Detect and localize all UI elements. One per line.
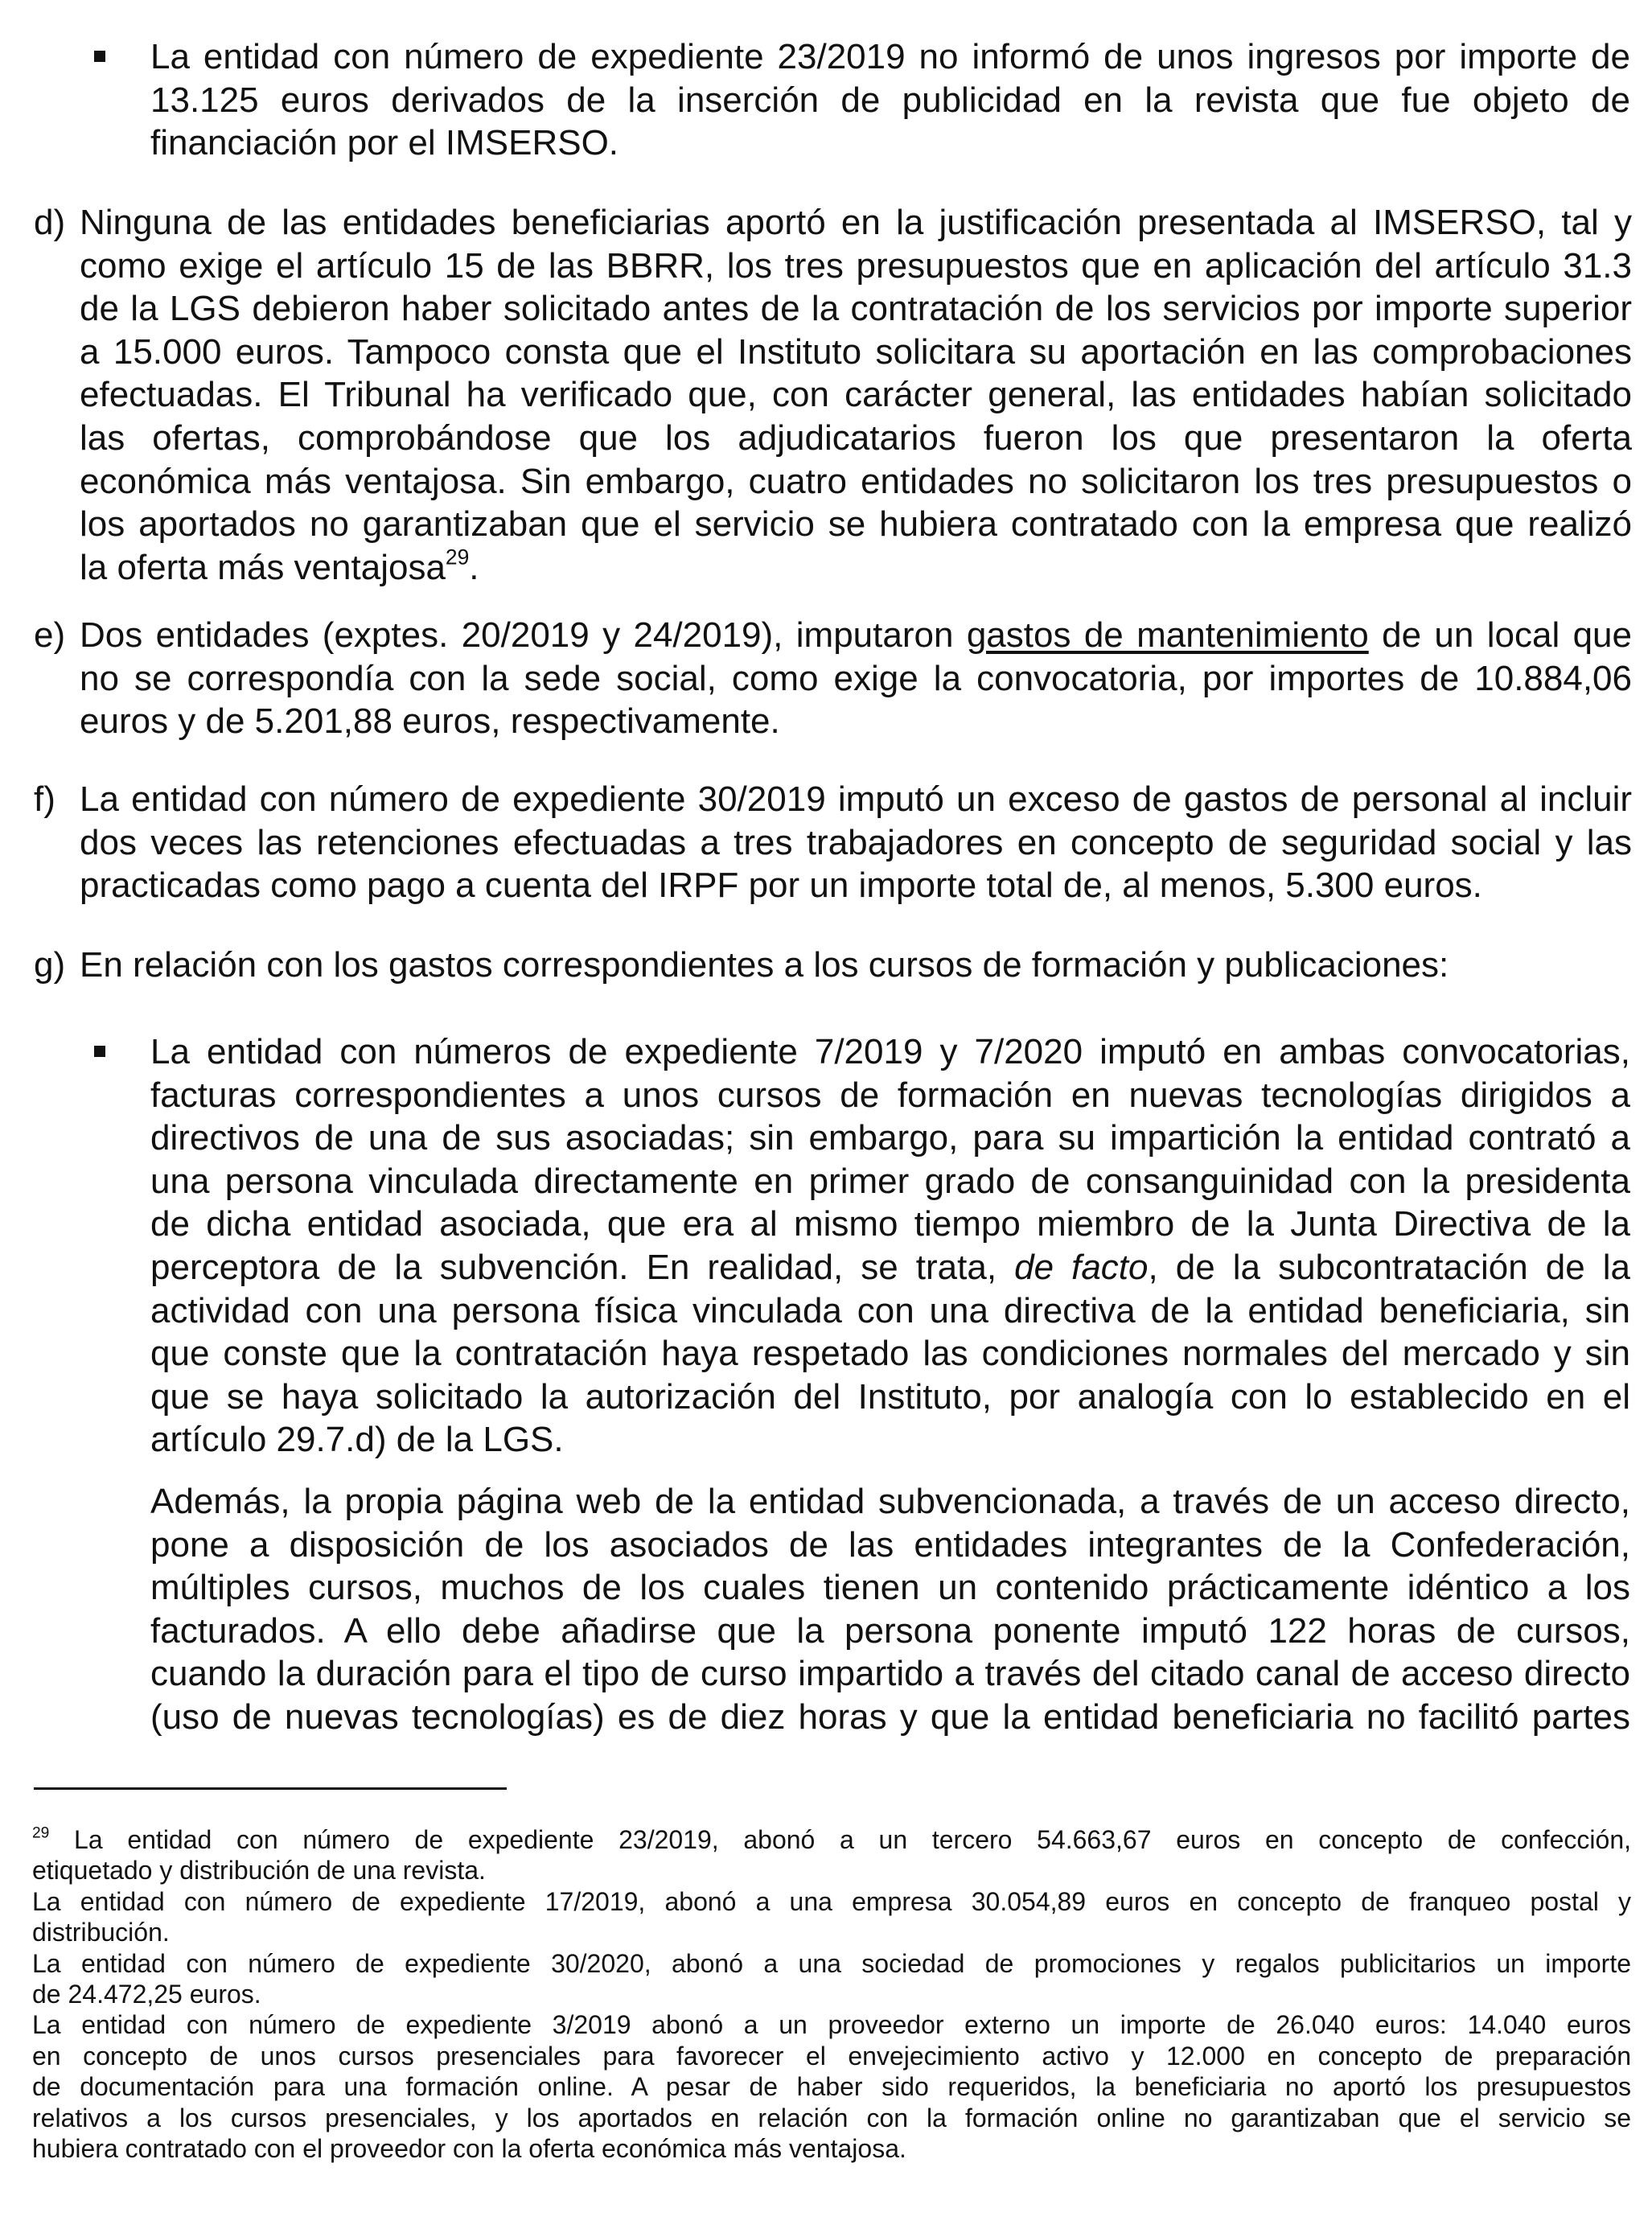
bullet-item-training-courses — [150, 1030, 1630, 1462]
list-marker-e: e) — [34, 615, 66, 655]
text-line: 13.125 euros derivados de la inserción de publicidad en la revista que fue objeto de — [150, 80, 1630, 120]
text-line: a 15.000 euros. Tampoco consta que el Instituto solicitara su aportación en las comprobaciones — [80, 331, 1632, 372]
text-line: como exige el artículo 15 de las BBRR, los tres presupuestos que en aplicación del artículo 31.3 — [80, 245, 1632, 286]
paragraph-web-courses — [150, 1480, 1630, 1739]
text-line: Además, la propia página web de la entidad subvencionada, a través de un acceso directo, — [150, 1482, 1630, 1521]
text-line: financiación por el IMSERSO. — [150, 123, 619, 163]
text-line: La entidad con número de expediente 17/2019, abonó a una empresa 30.054,89 euros en concepto de franqueo postal y — [32, 1886, 1631, 1916]
text-line: los aportados no garantizaban que el servicio se hubiera contratado con la empresa que realizó — [80, 504, 1632, 545]
text-line: En relación con los gastos correspondientes a los cursos de formación y publicaciones: — [80, 945, 1449, 985]
text-line: relativos a los cursos presenciales, y los aportados en relación con la formación online no garantizaban que el servicio se — [32, 2103, 1631, 2132]
text-line: una persona vinculada directamente en primer grado de consanguinidad con la presidenta — [150, 1161, 1630, 1201]
list-item-g — [80, 944, 1632, 987]
text-line — [32, 1824, 1631, 1855]
text-fragment: Dos entidades (exptes. 20/2019 y 24/2019), imputaron — [80, 615, 967, 655]
text-fragment: La entidad con número de expediente 23/2019, abonó a un tercero 54.663,67 euros en concepto de confección, — [49, 1825, 1631, 1854]
footnote-number: 29 — [32, 1824, 50, 1842]
text-line: facturados. A ello debe añadirse que la persona ponente imputó 122 horas de cursos, — [150, 1610, 1630, 1651]
footnote-29 — [32, 1824, 1631, 2164]
list-item-f — [80, 778, 1632, 907]
bullet-marker — [94, 51, 105, 62]
underlined-term: gastos de mantenimiento — [966, 615, 1369, 655]
text-line — [80, 614, 1632, 657]
text-line: hubiera contratado con el proveedor con la oferta económica más ventajosa. — [32, 2133, 906, 2163]
text-line: pone a disposición de los asociados de las entidades integrantes de la Confederación, — [150, 1524, 1630, 1565]
text-line: cuando la duración para el tipo de curso impartido a través del citado canal de acceso directo — [150, 1654, 1630, 1694]
text-line: distribución. — [32, 1918, 170, 1947]
text-line: no se correspondía con la sede social, como exige la convocatoria, por importes de 10.884,06 — [80, 658, 1632, 698]
text-line: económica más ventajosa. Sin embargo, cuatro entidades no solicitaron los tres presupuestos o — [80, 461, 1632, 501]
text-fragment: perceptora de la subvención. En realidad, se trata, — [150, 1247, 1015, 1287]
text-line: facturas correspondientes a unos cursos de formación en nuevas tecnologías dirigidos a — [150, 1075, 1630, 1115]
bullet-item-advertising-income — [150, 35, 1630, 165]
text-line: de documentación para una formación online. A pesar de haber sido requeridos, la beneficiaria no aportó los presupuestos — [32, 2072, 1631, 2102]
text-line: de dicha entidad asociada, que era al mismo tiempo miembro de la Junta Directiva de la — [150, 1204, 1630, 1244]
text-fragment: . — [469, 547, 479, 587]
text-fragment: de un local que — [1368, 615, 1632, 655]
text-line: efectuadas. El Tribunal ha verificado que, con carácter general, las entidades habían solicitado — [80, 375, 1632, 415]
text-line: La entidad con número de expediente 23/2019 no informó de unos ingresos por importe de — [150, 37, 1630, 76]
footnote-reference-29[interactable]: 29 — [445, 545, 470, 570]
footnote-separator — [34, 1787, 507, 1790]
text-line — [150, 1246, 1630, 1289]
text-line: La entidad con número de expediente 30/2019 imputó un exceso de gastos de personal al incluir — [80, 779, 1632, 819]
text-line: euros y de 5.201,88 euros, respectivamente. — [80, 701, 780, 742]
text-line: múltiples cursos, muchos de los cuales tienen un contenido prácticamente idéntico a los — [150, 1568, 1630, 1608]
italic-term: de facto — [1014, 1247, 1149, 1287]
list-item-d — [80, 201, 1632, 589]
text-fragment: la oferta más ventajosa — [80, 547, 446, 587]
text-line — [80, 546, 1632, 590]
text-line: practicadas como pago a cuenta del IRPF por un importe total de, al menos, 5.300 euros. — [80, 866, 1482, 906]
text-line: que se haya solicitado la autorización del Instituto, por analogía con lo establecido en el — [150, 1376, 1630, 1417]
text-line: directivos de una de sus asociadas; sin embargo, para su impartición la entidad contrató a — [150, 1118, 1630, 1158]
text-line: (uso de nuevas tecnologías) es de diez horas y que la entidad beneficiaria no facilitó partes — [150, 1696, 1630, 1737]
text-line: en concepto de unos cursos presenciales para favorecer el envejecimiento activo y 12.000 en concepto de preparación — [32, 2041, 1631, 2071]
text-line: Ninguna de las entidades beneficiarias aportó en la justificación presentada al IMSERSO, tal y — [80, 203, 1632, 242]
text-line: de la LGS debieron haber solicitado antes de la contratación de los servicios por importe superior — [80, 289, 1632, 329]
list-marker-d: d) — [34, 203, 66, 242]
text-line: artículo 29.7.d) de la LGS. — [150, 1420, 564, 1460]
text-line: dos veces las retenciones efectuadas a tres trabajadores en concepto de seguridad social y las — [80, 822, 1632, 862]
text-fragment: , de la subcontratación de la — [1148, 1247, 1630, 1287]
bullet-marker — [94, 1046, 105, 1057]
text-line: La entidad con número de expediente 3/2019 abonó a un proveedor externo un importe de 26.040 euros: 14.040 euros — [32, 2010, 1631, 2040]
text-line: La entidad con números de expediente 7/2019 y 7/2020 imputó en ambas convocatorias, — [150, 1032, 1630, 1071]
list-marker-f: f) — [34, 779, 55, 819]
text-line: de 24.472,25 euros. — [32, 1979, 261, 2009]
list-marker-g: g) — [34, 945, 66, 985]
text-line: La entidad con número de expediente 30/2020, abonó a una sociedad de promociones y regalos publicitarios un importe — [32, 1948, 1631, 1978]
text-line: actividad con una persona física vinculada con una directiva de la entidad beneficiaria, sin — [150, 1290, 1630, 1330]
list-item-e — [80, 614, 1632, 743]
text-line: que conste que la contratación haya respetado las condiciones normales del mercado y sin — [150, 1334, 1630, 1374]
text-line: las ofertas, comprobándose que los adjudicatarios fueron los que presentaron la oferta — [80, 417, 1632, 458]
text-line: etiquetado y distribución de una revista. — [32, 1856, 486, 1886]
